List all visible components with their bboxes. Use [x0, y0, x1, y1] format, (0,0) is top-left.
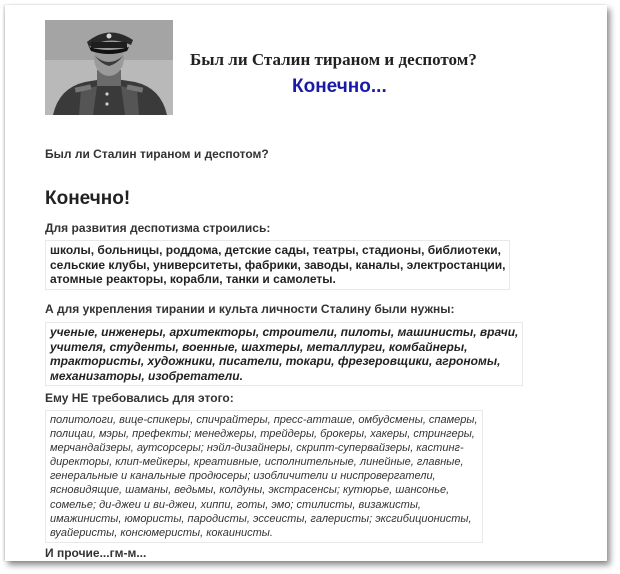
article-footer: И прочие...гм-м... — [45, 546, 147, 560]
list-line: трактористы, художники, писатели, токари, фрезеровщики, агрономы, — [50, 354, 501, 369]
list-line: политологи, вице-спикеры, спичрайтеры, пресс-атташе, омбудсмены, спамеры, — [50, 414, 478, 426]
list-line: директоры, клип-мейкеры, креативные, исполнительные, линейные, главные, — [50, 456, 464, 469]
list-line: генеральные и канальные продюсеры; изобличители и ниспровергатели, — [50, 470, 436, 483]
section-label-built: Для развития деспотизма строились: — [45, 221, 271, 235]
list-line: имажинисты, юмористы, пародисты, эссеисты, галеристы; эксгибиционисты, — [50, 512, 472, 525]
section-label-needed: А для укрепления тирании и культа личности Сталину были нужны: — [45, 302, 455, 316]
header-title: Был ли Сталин тираном и деспотом? — [190, 50, 477, 69]
article-answer-heading: Конечно! — [45, 188, 131, 209]
article-question: Был ли Сталин тираном и деспотом? — [45, 147, 269, 161]
list-needed-professions — [45, 322, 523, 386]
header-answer: Конечно... — [292, 76, 387, 97]
stalin-portrait — [45, 20, 173, 115]
list-not-needed-professions — [45, 410, 483, 543]
list-line: мерчандайзеры, аутсорсеры; нэйл-дизайнеры, скрипт-супервайзеры, кастинг- — [50, 442, 464, 455]
list-line: ученые, инженеры, архитекторы, строители, пилоты, машинисты, врачи, — [50, 325, 519, 339]
list-line: атомные реакторы, корабли, танки и самолеты. — [50, 272, 336, 287]
list-line: учителя, студенты, военные, шахтеры, металлурги, комбайнеры, — [50, 339, 468, 354]
list-line: механизаторы, изобретатели. — [50, 368, 243, 383]
list-line: вуайеристы, консюмеристы, кокаинисты. — [50, 526, 273, 539]
portrait-illustration — [45, 20, 173, 115]
list-line: ясновидящие, шаманы, ведьмы, колдуны, экстрасенсы; кутюрье, шансонье, — [50, 484, 450, 497]
list-line: школы, больницы, роддома, детские сады, театры, стадионы, библиотеки, — [50, 243, 501, 257]
list-built-for-despotism — [45, 240, 510, 290]
list-line: сомелье; ди-джеи и ви-джеи, хиппи, готы, эмо; стилисты, визажисты, — [50, 498, 421, 511]
article-card — [5, 5, 607, 561]
list-line: сельские клубы, университеты, фабрики, заводы, каналы, электростанции, — [50, 257, 506, 272]
section-label-not-needed: Ему НЕ требовались для этого: — [45, 391, 234, 405]
list-line: полицаи, мэры, префекты; менеджеры, трейдеры, брокеры, хакеры, стрингеры, — [50, 428, 475, 441]
